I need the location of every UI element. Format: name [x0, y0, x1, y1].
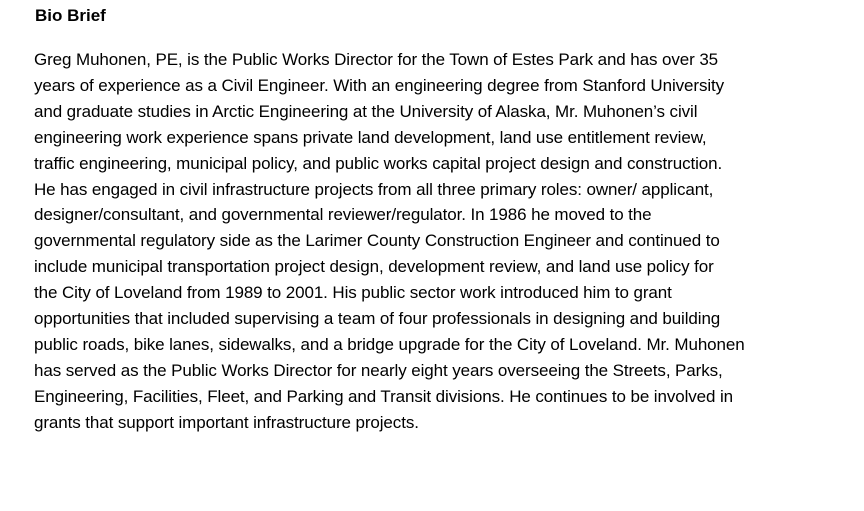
bio-line: Engineering, Facilities, Fleet, and Parking and Transit divisions. He continues to be involved in: [34, 386, 734, 406]
bio-line: has served as the Public Works Director for nearly eight years overseeing the Streets, Parks,: [34, 360, 723, 380]
section-heading: Bio Brief: [35, 6, 106, 25]
bio-line: governmental regulatory side as the Larimer County Construction Engineer and continued to: [34, 231, 720, 251]
bio-line: engineering work experience spans private land development, land use entitlement review,: [34, 127, 707, 147]
bio-line: Greg Muhonen, PE, is the Public Works Director for the Town of Estes Park and has over 35: [34, 50, 719, 69]
bio-line: the City of Loveland from 1989 to 2001. His public sector work introduced him to grant: [34, 283, 672, 303]
bio-line: grants that support important infrastructure projects.: [34, 412, 419, 432]
bio-paragraph: [34, 47, 854, 436]
bio-line: traffic engineering, municipal policy, and public works capital project design and construction.: [34, 153, 723, 173]
bio-line: and graduate studies in Arctic Engineering at the University of Alaska, Mr. Muhonen’s civil: [34, 101, 698, 121]
bio-line: opportunities that included supervising a team of four professionals in designing and building: [34, 309, 721, 329]
bio-line: years of experience as a Civil Engineer. With an engineering degree from Stanford University: [34, 75, 725, 95]
bio-line: designer/consultant, and governmental reviewer/regulator. In 1986 he moved to the: [34, 205, 652, 225]
bio-line: include municipal transportation project design, development review, and land use policy for: [34, 257, 714, 277]
bio-line: He has engaged in civil infrastructure projects from all three primary roles: owner/ applicant,: [34, 179, 714, 199]
bio-line: public roads, bike lanes, sidewalks, and a bridge upgrade for the City of Loveland. Mr. Muhonen: [34, 334, 745, 354]
